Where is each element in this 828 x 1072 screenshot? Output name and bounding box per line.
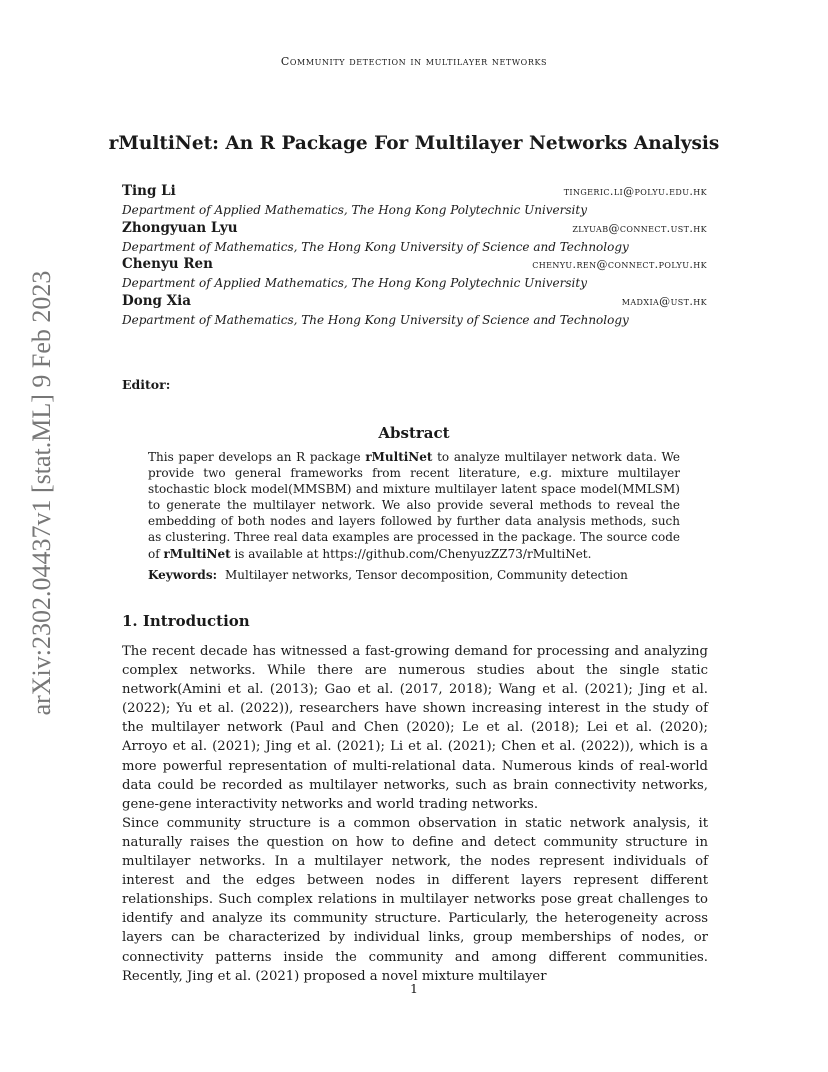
author-email: zlyuab@connect.ust.hk: [572, 221, 707, 235]
paper-title: rMultiNet: An R Package For Multilayer Networks Analysis: [108, 133, 720, 154]
abstract-text: This paper develops an R package: [148, 450, 366, 464]
author-affiliation: Department of Applied Mathematics, The Hong Kong Polytechnic University: [122, 276, 587, 290]
author-affiliation: Department of Applied Mathematics, The Hong Kong Polytechnic University: [122, 203, 587, 217]
running-head: Community detection in multilayer networks: [280, 55, 548, 68]
arxiv-identifier: arXiv:2302.04437v1 [stat.ML] 9 Feb 2023: [27, 270, 56, 716]
keywords-label: Keywords:: [148, 568, 218, 582]
body-paragraph: The recent decade has witnessed a fast-growing demand for processing and analyzing complex networks. While there are numerous studies about the single static network(Amini et al. (2013); Gao et al. (2017, 2018); Wang et al. (2021); Jing et al. (2022); Yu et al. (2022)), researchers have shown increasing interest in the study of the multilayer network (Paul and Chen (2020); Le et al. (2018); Lei et al. (2020); Arroyo et al. (2021); Jing et al. (2021); Li et al. (2021); Chen et al. (2022)), which is a more powerful representation of multi-relational data. Numerous kinds of real-world data could be recorded as multilayer networks, such as brain connectivity networks, gene-gene interactivity networks and world trading networks.: [122, 644, 708, 812]
package-name: rMultiNet: [163, 546, 231, 561]
author-name: Dong Xia: [122, 292, 192, 309]
author-email: madxia@ust.hk: [621, 294, 707, 308]
author-block: [122, 293, 707, 330]
package-name: rMultiNet: [365, 450, 433, 464]
body-paragraph: Since community structure is a common observation in static network analysis, it naturally raises the question on how to define and detect community structure in multilayer networks. In a multilayer network, the nodes represent individuals of interest and the edges between nodes in different layers represent different relationships. Such complex relations in multilayer networks pose great challenges to identify and analyze its community structure. Particularly, the heterogeneity across layers can be characterized by individual links, group memberships of nodes, or connectivity patterns inside the community and among different communities. Recently, Jing et al. (2021) proposed a novel mixture multilayer: [122, 815, 708, 984]
author-name: Ting Li: [122, 183, 176, 199]
section-body: [122, 642, 708, 986]
keywords: [148, 568, 680, 582]
author-block: [122, 183, 707, 220]
author-email: chenyu.ren@connect.polyu.hk: [532, 258, 707, 271]
author-block: [122, 220, 707, 257]
author-affiliation: Department of Mathematics, The Hong Kong University of Science and Technology: [122, 239, 629, 254]
author-list: [122, 183, 707, 329]
abstract-heading: Abstract: [378, 424, 450, 442]
abstract-text: is available at https://github.com/ChenyuzZZ73/rMultiNet.: [230, 546, 592, 561]
section-heading: 1. Introduction: [122, 612, 250, 630]
author-email: tingeric.li@polyu.edu.hk: [563, 185, 707, 198]
author-affiliation: Department of Mathematics, The Hong Kong University of Science and Technology: [122, 312, 629, 327]
abstract-text: to analyze multilayer network data. We provide two general frameworks from recent literature, e.g. mixture multilayer stochastic block model(MMSBM) and mixture multilayer latent space model(MMLSM) to generate the multilayer network. We also provide several methods to reveal the embedding of both nodes and layers followed by further data analysis methods, such as clustering. Three real data examples are processed in the package. The source code of: [148, 450, 680, 561]
author-block: [122, 256, 707, 293]
abstract-body: [148, 449, 680, 562]
author-name: Zhongyuan Lyu: [122, 219, 238, 236]
page-number: 1: [410, 981, 418, 996]
editor-label: Editor:: [122, 377, 171, 392]
author-name: Chenyu Ren: [122, 256, 213, 272]
keywords-text: Multilayer networks, Tensor decomposition, Community detection: [225, 568, 628, 582]
